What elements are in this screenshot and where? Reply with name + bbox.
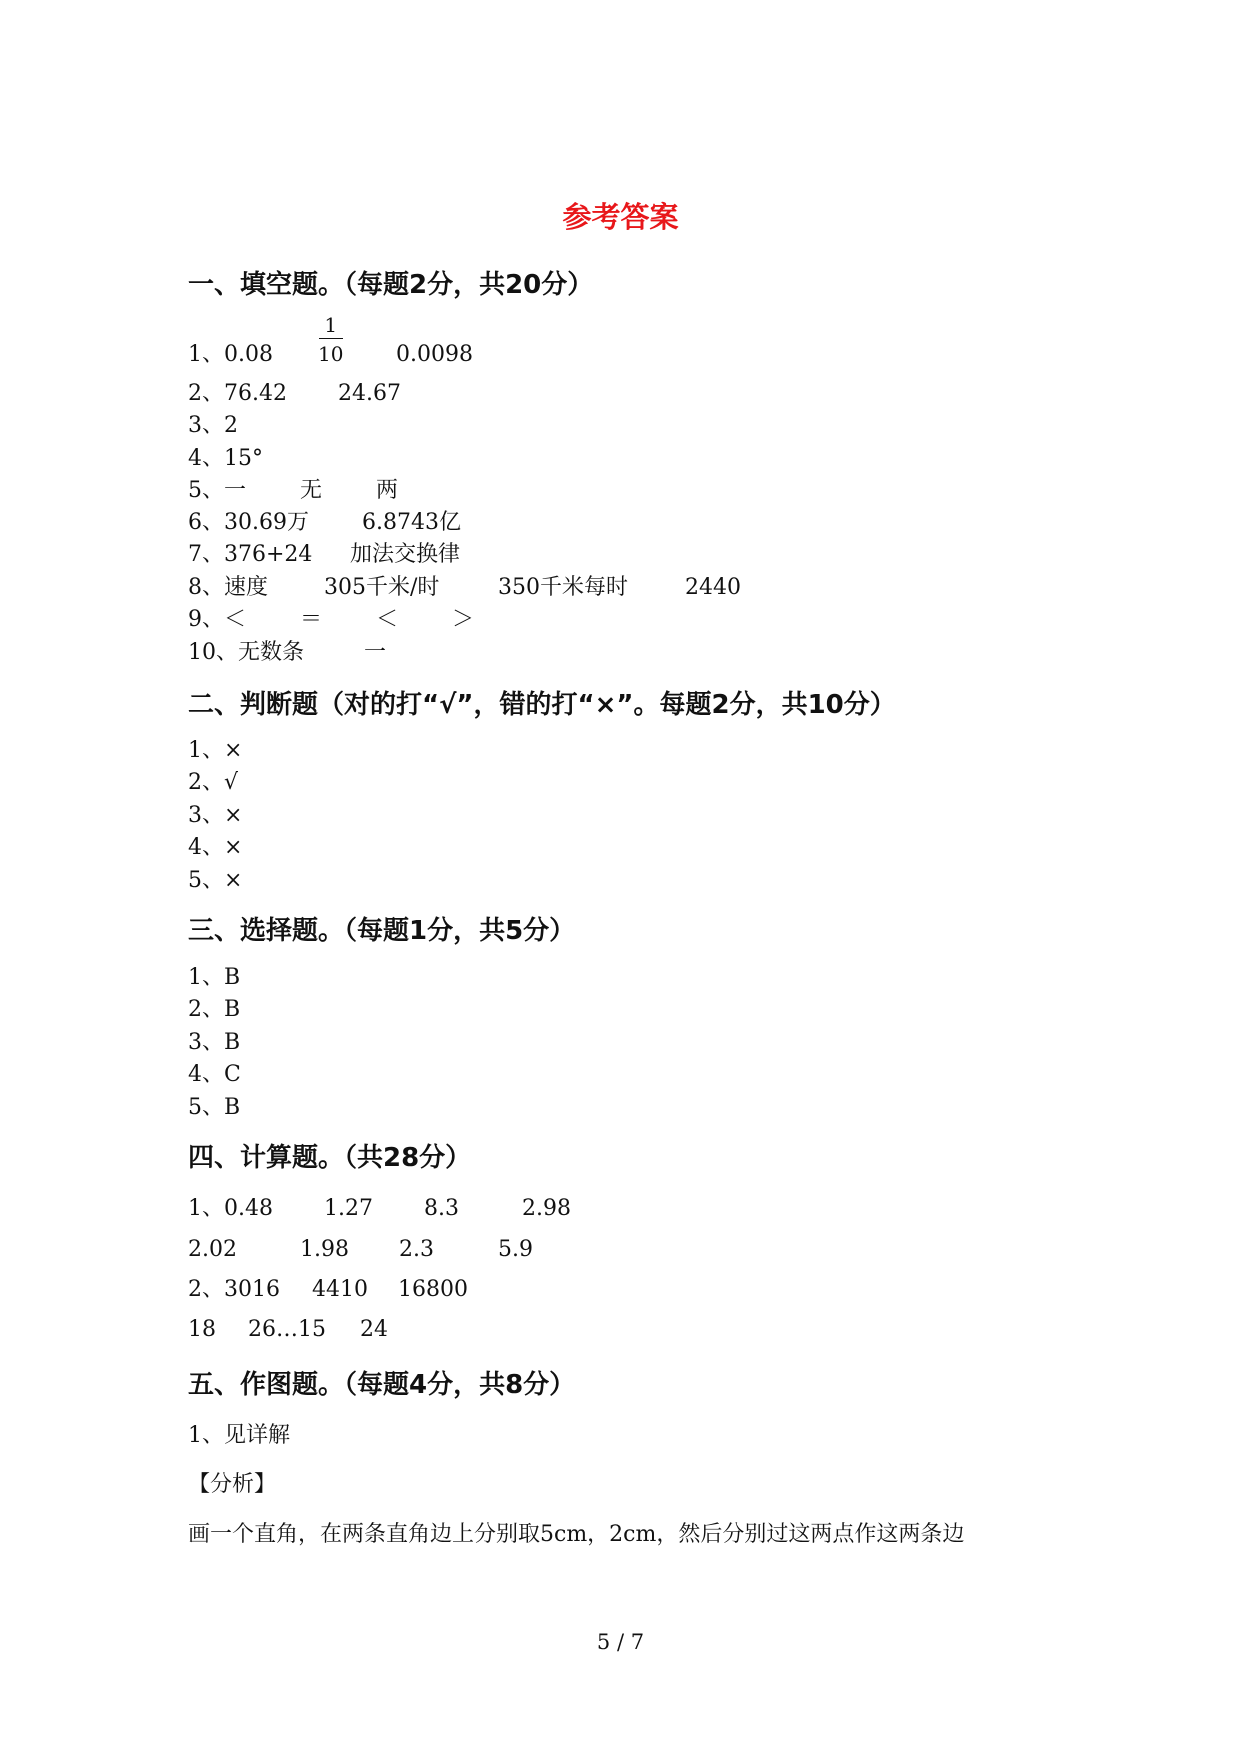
answer-text: ＞ bbox=[452, 607, 475, 632]
section-heading-true-false: 二、判断题（对的打“√”，错的打“×”。每题2分，共10分） bbox=[188, 690, 896, 720]
answer-text: 8、速度 bbox=[188, 575, 268, 600]
answer-text: ＜ bbox=[376, 607, 399, 632]
answer-text: 一 bbox=[364, 640, 387, 665]
analysis-label: 【分析】 bbox=[188, 1472, 277, 1497]
calc-value: 1、0.48 bbox=[188, 1196, 273, 1221]
answer-line-2-1: 1、× bbox=[188, 738, 243, 763]
calc-value: 18 bbox=[188, 1317, 216, 1342]
answer-text: 2、76.42 bbox=[188, 381, 287, 406]
calc-value: 1.98 bbox=[300, 1237, 349, 1262]
fraction bbox=[318, 315, 343, 364]
page-number: 5 / 7 bbox=[596, 1630, 645, 1654]
answer-line-2-2: 2、√ bbox=[188, 770, 239, 795]
answer-text: 2440 bbox=[685, 575, 741, 600]
answer-line-3-1: 1、B bbox=[188, 965, 241, 990]
answer-text: 无 bbox=[300, 478, 323, 503]
answer-text: 0.0098 bbox=[396, 342, 473, 367]
answer-text: 两 bbox=[376, 478, 399, 503]
calc-value: 2、3016 bbox=[188, 1277, 280, 1302]
calc-value: 5.9 bbox=[498, 1237, 533, 1262]
answer-text: 1、0.08 bbox=[188, 342, 273, 367]
answer-line-5-1: 1、见详解 bbox=[188, 1423, 290, 1448]
answer-text: 3、2 bbox=[188, 413, 238, 438]
answer-line-3-3: 3、B bbox=[188, 1030, 241, 1055]
calc-value: 26…15 bbox=[248, 1317, 326, 1342]
section-heading-multiple-choice: 三、选择题。（每题1分，共5分） bbox=[188, 916, 576, 946]
answer-text: 5、一 bbox=[188, 478, 246, 503]
answer-text: 7、376+24 bbox=[188, 542, 313, 567]
answer-line-2-3: 3、× bbox=[188, 803, 243, 828]
calc-value: 24 bbox=[360, 1317, 388, 1342]
answer-text: 10、无数条 bbox=[188, 640, 304, 665]
answer-line-2-4: 4、× bbox=[188, 835, 243, 860]
calc-value: 16800 bbox=[398, 1277, 468, 1302]
calc-value: 2.3 bbox=[399, 1237, 434, 1262]
analysis-text: 画一个直角，在两条直角边上分别取5cm，2cm，然后分别过这两点作这两条边 bbox=[188, 1522, 965, 1547]
answer-text: 4、15° bbox=[188, 446, 263, 471]
answer-text: ＝ bbox=[300, 607, 323, 632]
answer-text: 24.67 bbox=[338, 381, 401, 406]
answer-text: 305千米/时 bbox=[324, 575, 440, 600]
answer-line-2-5: 5、× bbox=[188, 868, 243, 893]
answer-line-3-2: 2、B bbox=[188, 997, 241, 1022]
answer-text: 9、＜ bbox=[188, 607, 246, 632]
calc-value: 8.3 bbox=[424, 1196, 459, 1221]
answer-line-3-4: 4、C bbox=[188, 1062, 241, 1087]
answer-text: 6.8743亿 bbox=[362, 510, 461, 535]
calc-value: 4410 bbox=[312, 1277, 368, 1302]
fraction-denominator: 10 bbox=[318, 342, 344, 366]
doc-title: 参考答案 bbox=[562, 200, 679, 234]
section-heading-fill-blank: 一、填空题。（每题2分，共20分） bbox=[188, 270, 594, 300]
calc-value: 2.98 bbox=[522, 1196, 571, 1221]
fraction-numerator: 1 bbox=[324, 313, 338, 337]
answer-line-3-5: 5、B bbox=[188, 1095, 241, 1120]
section-heading-calculation: 四、计算题。（共28分） bbox=[188, 1143, 472, 1173]
answer-text: 350千米每时 bbox=[498, 575, 628, 600]
calc-value: 1.27 bbox=[324, 1196, 373, 1221]
answer-text: 6、30.69万 bbox=[188, 510, 309, 535]
section-heading-drawing: 五、作图题。（每题4分，共8分） bbox=[188, 1370, 576, 1400]
calc-value: 2.02 bbox=[188, 1237, 237, 1262]
answer-text: 加法交换律 bbox=[350, 542, 461, 567]
